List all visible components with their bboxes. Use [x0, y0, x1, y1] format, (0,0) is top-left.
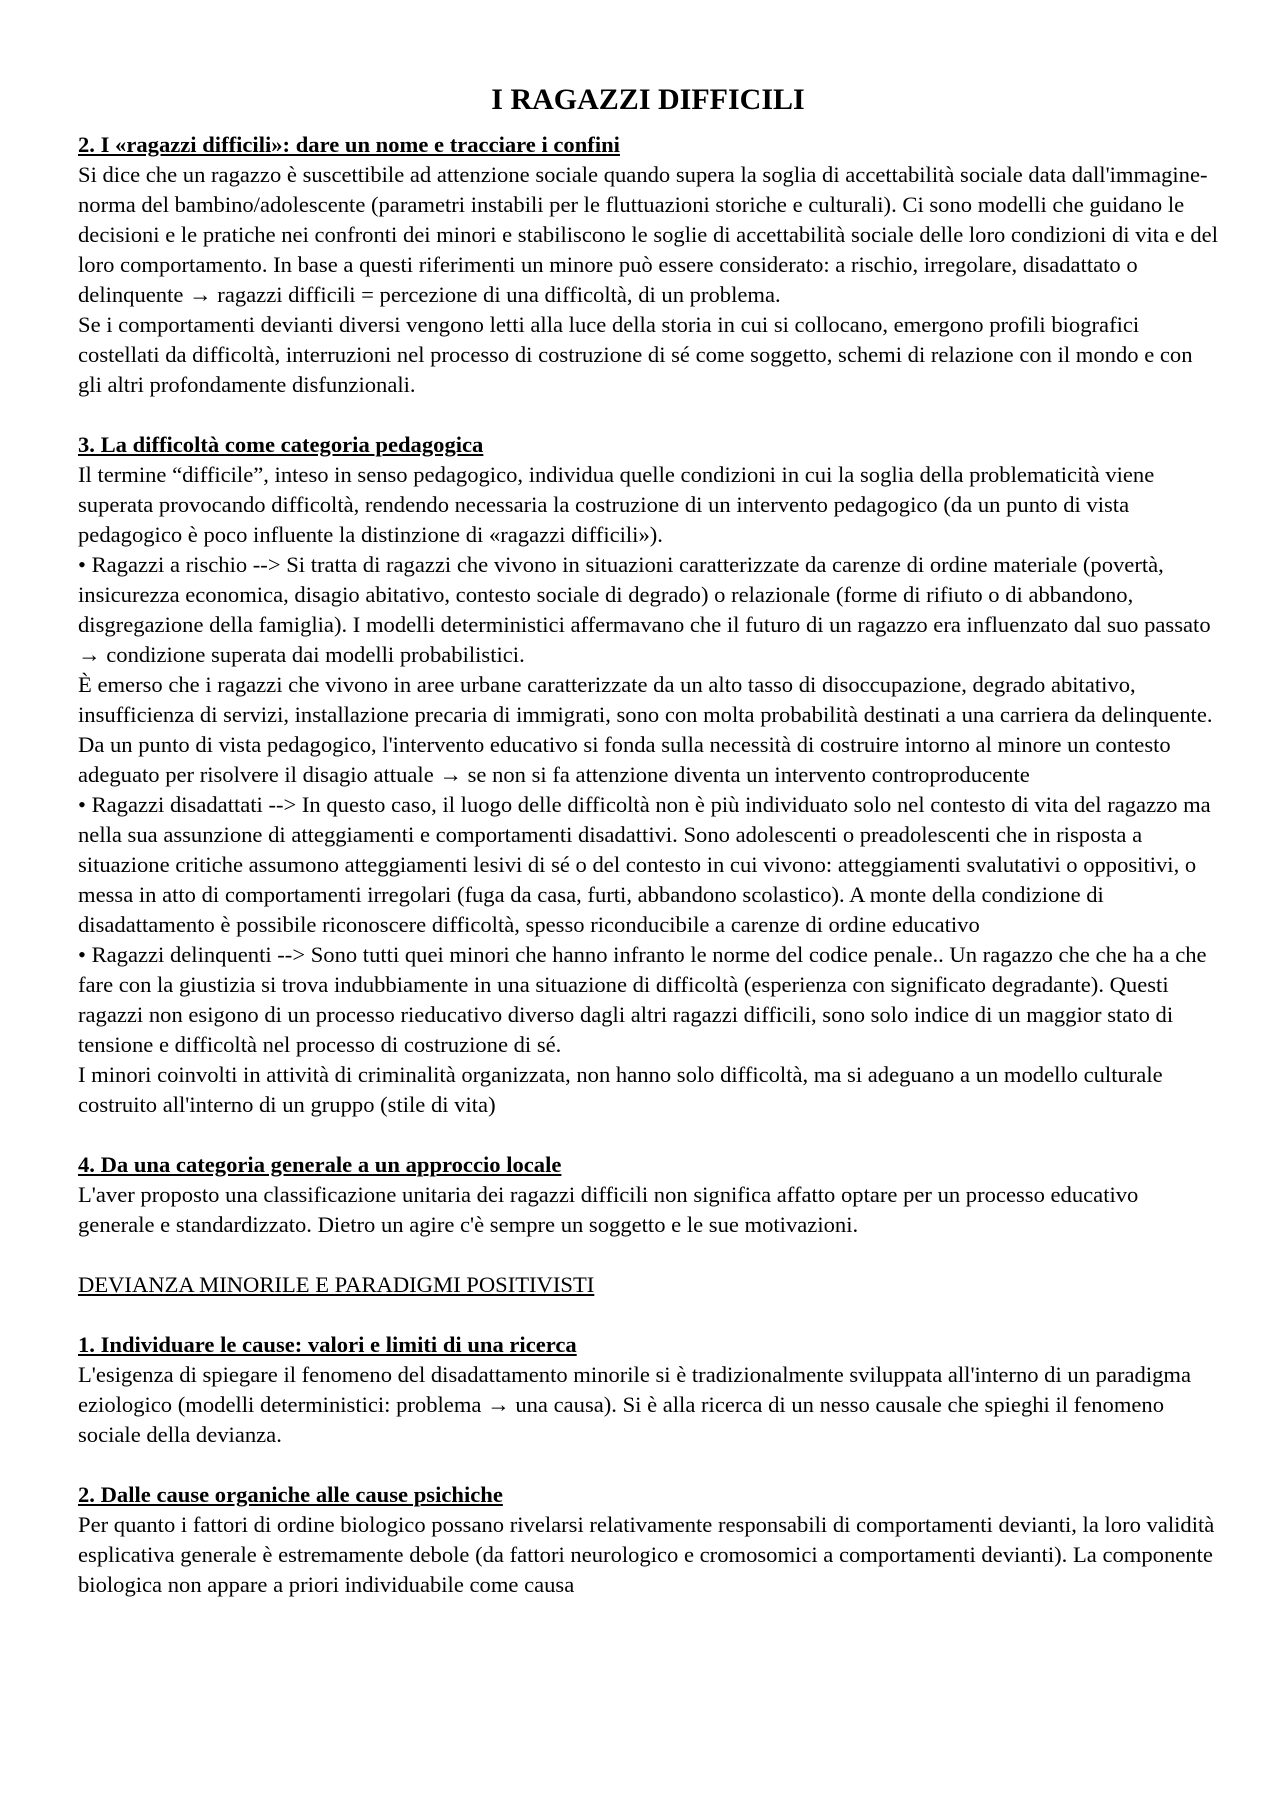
paragraph: I minori coinvolti in attività di criminalità organizzata, non hanno solo difficoltà, ma si adeguano a un modello culturale costruito all'interno di un gruppo (stile di vita)	[78, 1062, 1163, 1117]
paragraph: L'esigenza di spiegare il fenomeno del disadattamento minorile si è tradizionalmente sviluppata all'interno di un paradigma eziologico (modelli deterministici: problema → una causa). Si è alla ricerca di un nesso causale che spieghi il fenomeno sociale della devianza.	[78, 1362, 1191, 1447]
paragraph: Si dice che un ragazzo è suscettibile ad attenzione sociale quando supera la soglia di accettabilità sociale data dall'immagine-norma del bambino/adolescente (parametri instabili per le fluttuazioni storiche e culturali). Ci sono modelli che guidano le decisioni e le pratiche nei confronti dei minori e stabiliscono le soglie di accettabilità sociale delle loro condizioni di vita e del loro comportamento. In base a questi riferimenti un minore può essere considerato: a rischio, irregolare, disadattato o delinquente → ragazzi difficili = percezione di una difficoltà, di un problema.	[78, 162, 1218, 307]
paragraph: Per quanto i fattori di ordine biologico possano rivelarsi relativamente responsabili di comportamenti devianti, la loro validità esplicativa generale è estremamente debole (da fattori neurologico e cromosomici a comportamenti devianti). La componente biologica non appare a priori individuabile come causa	[78, 1512, 1215, 1597]
spacer	[78, 1120, 1218, 1150]
spacer	[78, 1300, 1218, 1330]
spacer	[78, 400, 1218, 430]
bullet-item-ragazzi-a-rischio: • Ragazzi a rischio --> Si tratta di ragazzi che vivono in situazioni caratterizzate da carenze di ordine materiale (povertà, insicurezza economica, disagio abitativo, contesto sociale di degrado) o relazionale (forme di rifiuto o di abbandono, disgregazione della famiglia). I modelli deterministici affermavano che il futuro di un ragazzo era influenzato dal suo passato → condizione superata dai modelli probabilistici.	[78, 550, 1218, 670]
paragraph: Il termine “difficile”, inteso in senso pedagogico, individua quelle condizioni in cui la soglia della problematicità viene superata provocando difficoltà, rendendo necessaria la costruzione di un intervento pedagogico (da un punto di vista pedagogico è poco influente la distinzione di «ragazzi difficili»).	[78, 462, 1155, 547]
paragraph: È emerso che i ragazzi che vivono in aree urbane caratterizzate da un alto tasso di disoccupazione, degrado abitativo, insufficienza di servizi, installazione precaria di immigrati, sono con molta probabilità destinati a una carriera da delinquente. Da un punto di vista pedagogico, l'intervento educativo si fonda sulla necessità di costruire intorno al minore un contesto adeguato per risolvere il disagio attuale → se non si fa attenzione diventa un intervento controproducente	[78, 672, 1213, 787]
section-heading: 4. Da una categoria generale a un approccio locale	[78, 1152, 562, 1177]
document-page	[78, 78, 1218, 1600]
document-title: I RAGAZZI DIFFICILI	[491, 83, 805, 116]
spacer	[78, 1450, 1218, 1480]
section-approccio-locale	[78, 1150, 1218, 1240]
spacer	[78, 1240, 1218, 1270]
section-heading: 3. La difficoltà come categoria pedagogica	[78, 432, 484, 457]
section-cause-organiche	[78, 1480, 1218, 1600]
bullet-item-ragazzi-delinquenti: • Ragazzi delinquenti --> Sono tutti quei minori che hanno infranto le norme del codice penale.. Un ragazzo che che ha a che fare con la giustizia si trova indubbiamente in una situazione di difficoltà (esperienza con significato degradante). Questi ragazzi non esigono di un processo rieducativo diverso dagli altri ragazzi difficili, sono solo indice di un maggior stato di tensione e difficoltà nel processo di costruzione di sé.	[78, 940, 1218, 1060]
section-heading: 1. Individuare le cause: valori e limiti di una ricerca	[78, 1332, 577, 1357]
section-difficolta-categoria	[78, 430, 1218, 1120]
bullet-item-ragazzi-disadattati: • Ragazzi disadattati --> In questo caso, il luogo delle difficoltà non è più individuato solo nel contesto di vita del ragazzo ma nella sua assunzione di atteggiamenti e comportamenti disadattivi. Sono adolescenti o preadolescenti che in risposta a situazione critiche assumono atteggiamenti lesivi di sé o del contesto in cui vivono: atteggiamenti svalutativi o oppositivi, o messa in atto di comportamenti irregolari (fuga da casa, furti, abbandono scolastico). A monte della condizione di disadattamento è possibile riconoscere difficoltà, spesso riconducibile a carenze di ordine educativo	[78, 790, 1218, 940]
section-heading: 2. Dalle cause organiche alle cause psichiche	[78, 1482, 503, 1507]
paragraph: L'aver proposto una classificazione unitaria dei ragazzi difficili non significa affatto optare per un processo educativo generale e standardizzato. Dietro un agire c'è sempre un soggetto e le sue motivazioni.	[78, 1182, 1139, 1237]
paragraph: Se i comportamenti devianti diversi vengono letti alla luce della storia in cui si collocano, emergono profili biografici costellati da difficoltà, interruzioni nel processo di costruzione di sé come soggetto, schemi di relazione con il mondo e con gli altri profondamente disfunzionali.	[78, 312, 1193, 397]
chapter-heading: DEVIANZA MINORILE E PARADIGMI POSITIVISTI	[78, 1272, 595, 1297]
section-heading: 2. I «ragazzi difficili»: dare un nome e tracciare i confini	[78, 132, 620, 157]
section-individuare-cause	[78, 1330, 1218, 1450]
section-ragazzi-difficili	[78, 130, 1218, 400]
